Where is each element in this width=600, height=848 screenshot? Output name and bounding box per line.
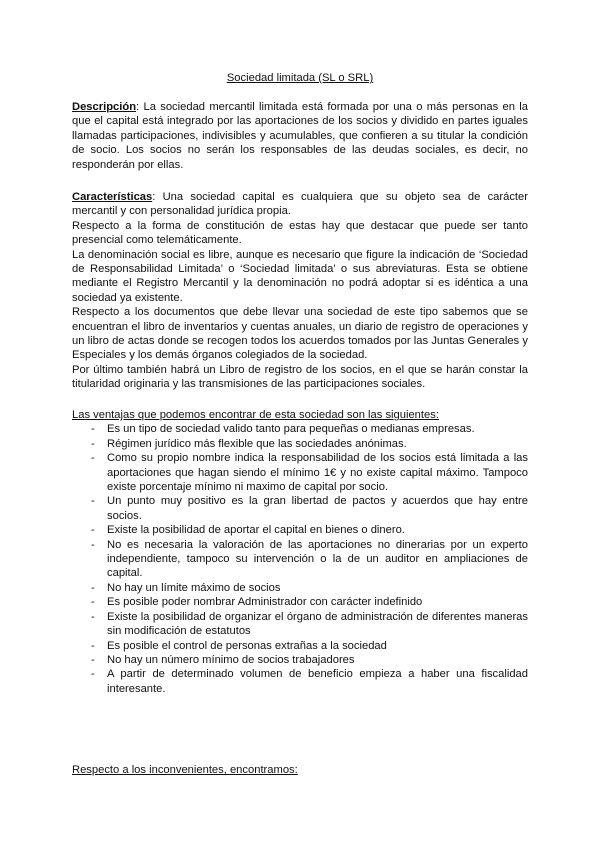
list-item	[72, 595, 528, 609]
dash-bullet: -	[91, 437, 95, 450]
ventajas-list	[72, 422, 528, 696]
ventajas-heading: Las ventajas que podemos encontrar de esta sociedad son las siguientes:	[72, 409, 439, 421]
caracteristicas-heading: Características	[72, 191, 153, 203]
list-item	[72, 667, 528, 696]
list-item-text: Como su propio nombre indica la responsabilidad de los socios está limitada a las aportaciones que hagan siendo el mínimo 1€ y no existe capital máximo. Tampoco existe porcentaje mínimo ni maximo de capital por socio.	[107, 452, 528, 494]
dash-bullet: -	[91, 538, 95, 551]
list-item	[72, 538, 528, 581]
list-item-text: No es necesaria la valoración de las aportaciones no dinerarias por un experto independiente, tampoco su intervención o la de un auditor en ampliaciones de capital.	[107, 538, 528, 580]
document-title: Sociedad limitada (SL o SRL)	[226, 72, 374, 84]
caracteristicas-paragraph: La denominación social es libre, aunque es necesario que figure la indicación de ‘Sociedad de Responsabilidad Limitada’ o ‘Sociedad limitada’ o sus abreviaturas. Esta se obtiene mediante el Registro Mercantil y la denominación no podrá adoptar si es idéntica a una sociedad ya existente.	[72, 248, 528, 304]
list-item	[72, 422, 528, 436]
ventajas-section	[72, 408, 528, 696]
list-item-text: Es posible poder nombrar Administrador con carácter indefinido	[107, 596, 423, 609]
list-item	[72, 610, 528, 639]
list-item	[72, 451, 528, 494]
dash-bullet: -	[91, 596, 95, 609]
dash-bullet: -	[91, 495, 95, 508]
list-item-text: Existe la posibilidad de aportar el capital en bienes o dinero.	[107, 524, 405, 537]
list-item	[72, 437, 528, 451]
list-item	[72, 639, 528, 653]
caracteristicas-paragraph: Respecto a los documentos que debe llevar una sociedad de este tipo sabemos que se encuentran el libro de inventarios y cuentas anuales, un diario de registro de operaciones y un libro de actas donde se recogen todos los acuerdos tomados por las Juntas Generales y Especiales y los demás órganos colegiados de la sociedad.	[72, 306, 528, 362]
dash-bullet: -	[91, 524, 95, 537]
dash-bullet: -	[91, 581, 95, 594]
inconvenientes-heading: Respecto a los inconvenientes, encontramos:	[72, 764, 298, 776]
caracteristicas-paragraph: Por último también habrá un Libro de registro de los socios, en el que se harán constar la titularidad originaria y las transmisiones de las participaciones sociales.	[72, 363, 528, 391]
descripcion-text: : La sociedad mercantil limitada está formada por una o más personas en la que el capital está integrado por las aportaciones de los socios y dividido en partes iguales llamadas participaciones, indivisibles y acumulables, que confieren a su titular la condición de socio. Los socios no serán los responsables de las deudas sociales, es decir, no responderán por ellas.	[72, 101, 528, 171]
dash-bullet: -	[91, 653, 95, 666]
caracteristicas-intro-text: : Una sociedad capital es cualquiera que su objeto sea de carácter mercantil y con personalidad jurídica propia.	[72, 191, 528, 218]
list-item	[72, 494, 528, 523]
dash-bullet: -	[91, 639, 95, 652]
list-item	[72, 523, 528, 537]
list-item-text: Es un tipo de sociedad valido tanto para pequeñas o medianas empresas.	[107, 423, 475, 436]
caracteristicas-intro	[72, 190, 528, 219]
list-item	[72, 581, 528, 595]
list-item-text: Régimen jurídico más flexible que las sociedades anónimas.	[107, 437, 407, 450]
list-item-text: Un punto muy positivo es la gran libertad de pactos y acuerdos que hay entre socios.	[107, 495, 528, 522]
dash-bullet: -	[91, 452, 95, 465]
list-item-text: A partir de determinado volumen de beneficio empieza a haber una fiscalidad interesante.	[107, 668, 528, 695]
list-item-text: No hay un límite máximo de socios	[107, 581, 281, 594]
list-item-text: No hay un número mínimo de socios trabajadores	[107, 653, 355, 666]
list-item-text: Es posible el control de personas extrañas a la sociedad	[107, 639, 387, 652]
descripcion-heading: Descripción	[72, 101, 137, 113]
caracteristicas-paragraph: Respecto a la forma de constitución de estas hay que destacar que puede ser tanto presencial como telemáticamente.	[72, 219, 528, 247]
caracteristicas-section	[72, 190, 528, 392]
dash-bullet: -	[91, 423, 95, 436]
list-item-text: Existe la posibilidad de organizar el órgano de administración de diferentes maneras sin modificación de estatutos	[107, 610, 528, 638]
descripcion-paragraph	[72, 100, 528, 172]
dash-bullet: -	[91, 610, 95, 623]
dash-bullet: -	[91, 668, 95, 681]
list-item	[72, 653, 528, 667]
